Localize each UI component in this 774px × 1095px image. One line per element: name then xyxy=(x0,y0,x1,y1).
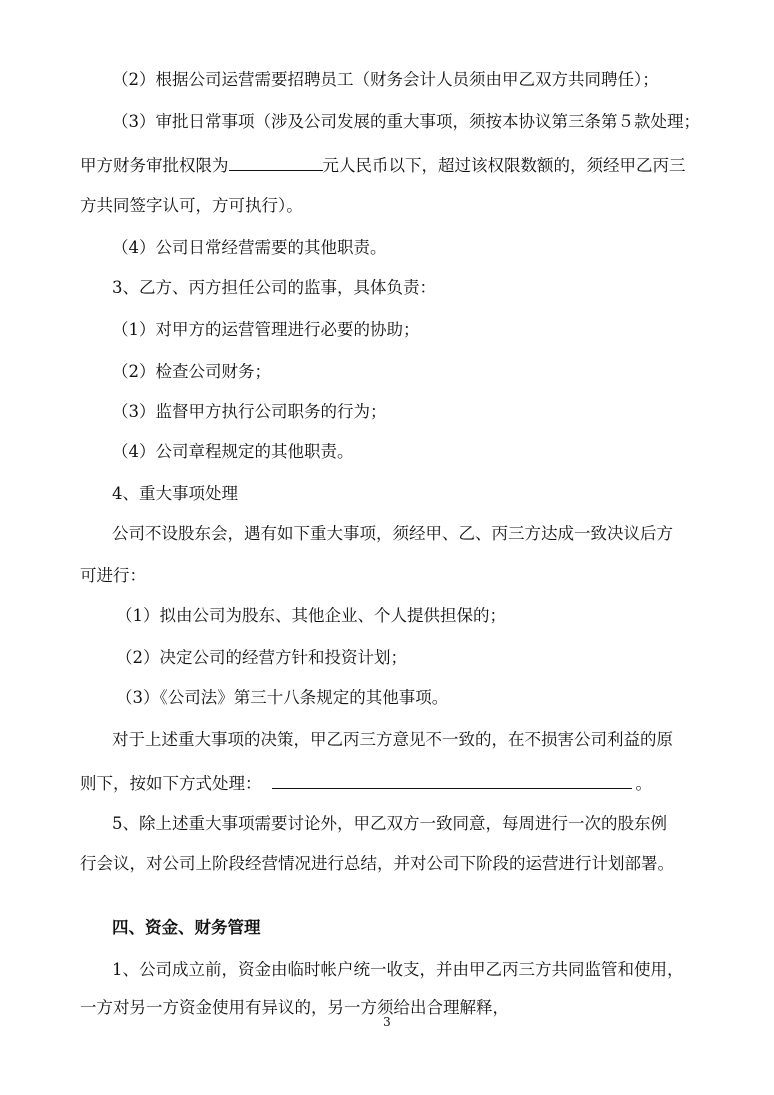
text-line: 方共同签字认可，方可执行）。 xyxy=(80,196,303,215)
text-fragment: 则下，按如下方式处理： xyxy=(80,774,262,793)
text-line xyxy=(80,770,652,796)
text-line: （3）监督甲方执行公司职务的行为； xyxy=(112,402,387,421)
text-line: （1）拟由公司为股东、其他企业、个人提供担保的； xyxy=(116,606,506,625)
text-line: 4、重大事项处理 xyxy=(112,484,238,503)
text-fragment: 。 xyxy=(635,774,652,793)
text-line: 一方对另一方资金使用有异议的，另一方须给出合理解释， xyxy=(80,998,509,1017)
section-heading: 四、资金、财务管理 xyxy=(112,918,261,937)
blank-field xyxy=(229,152,323,171)
text-line: 行会议，对公司上阶段经营情况进行总结，并对公司下阶段的运营进行计划部署。 xyxy=(80,854,674,873)
blank-field xyxy=(272,770,632,789)
text-line: （2）检查公司财务； xyxy=(112,362,271,381)
text-line: 1、公司成立前，资金由临时帐户统一收支，并由甲乙丙三方共同监管和使用， xyxy=(112,960,684,979)
text-line: 5、除上述重大事项需要讨论外，甲乙双方一致同意，每周进行一次的股东例 xyxy=(112,814,667,833)
text-line: （2）决定公司的经营方针和投资计划； xyxy=(116,648,407,667)
page-number: 3 xyxy=(383,1015,391,1029)
text-line: 可进行： xyxy=(80,566,146,585)
text-line xyxy=(80,152,686,178)
text-fragment: 元人民币以下，超过该权限数额的，须经甲乙丙三 xyxy=(322,156,686,175)
text-line: （4）公司日常经营需要的其他职责。 xyxy=(112,238,387,257)
text-line: （4）公司章程规定的其他职责。 xyxy=(112,442,354,461)
text-line: （1）对甲方的运营管理进行必要的协助； xyxy=(112,320,420,339)
text-line: 3、乙方、丙方担任公司的监事，具体负责： xyxy=(112,278,436,297)
text-line: （2）根据公司运营需要招聘员工（财务会计人员须由甲乙双方共同聘任）； xyxy=(112,70,659,89)
text-line: （3）审批日常事项（涉及公司发展的重大事项，须按本协议第三条第５款处理； xyxy=(112,112,700,131)
text-line: 公司不设股东会，遇有如下重大事项，须经甲、乙、丙三方达成一致决议后方 xyxy=(112,524,673,543)
text-line: （3）《公司法》第三十八条规定的其他事项。 xyxy=(116,688,449,707)
text-line: 对于上述重大事项的决策，甲乙丙三方意见不一致的，在不损害公司利益的原 xyxy=(112,730,673,749)
text-fragment: 甲方财务审批权限为 xyxy=(80,156,229,175)
